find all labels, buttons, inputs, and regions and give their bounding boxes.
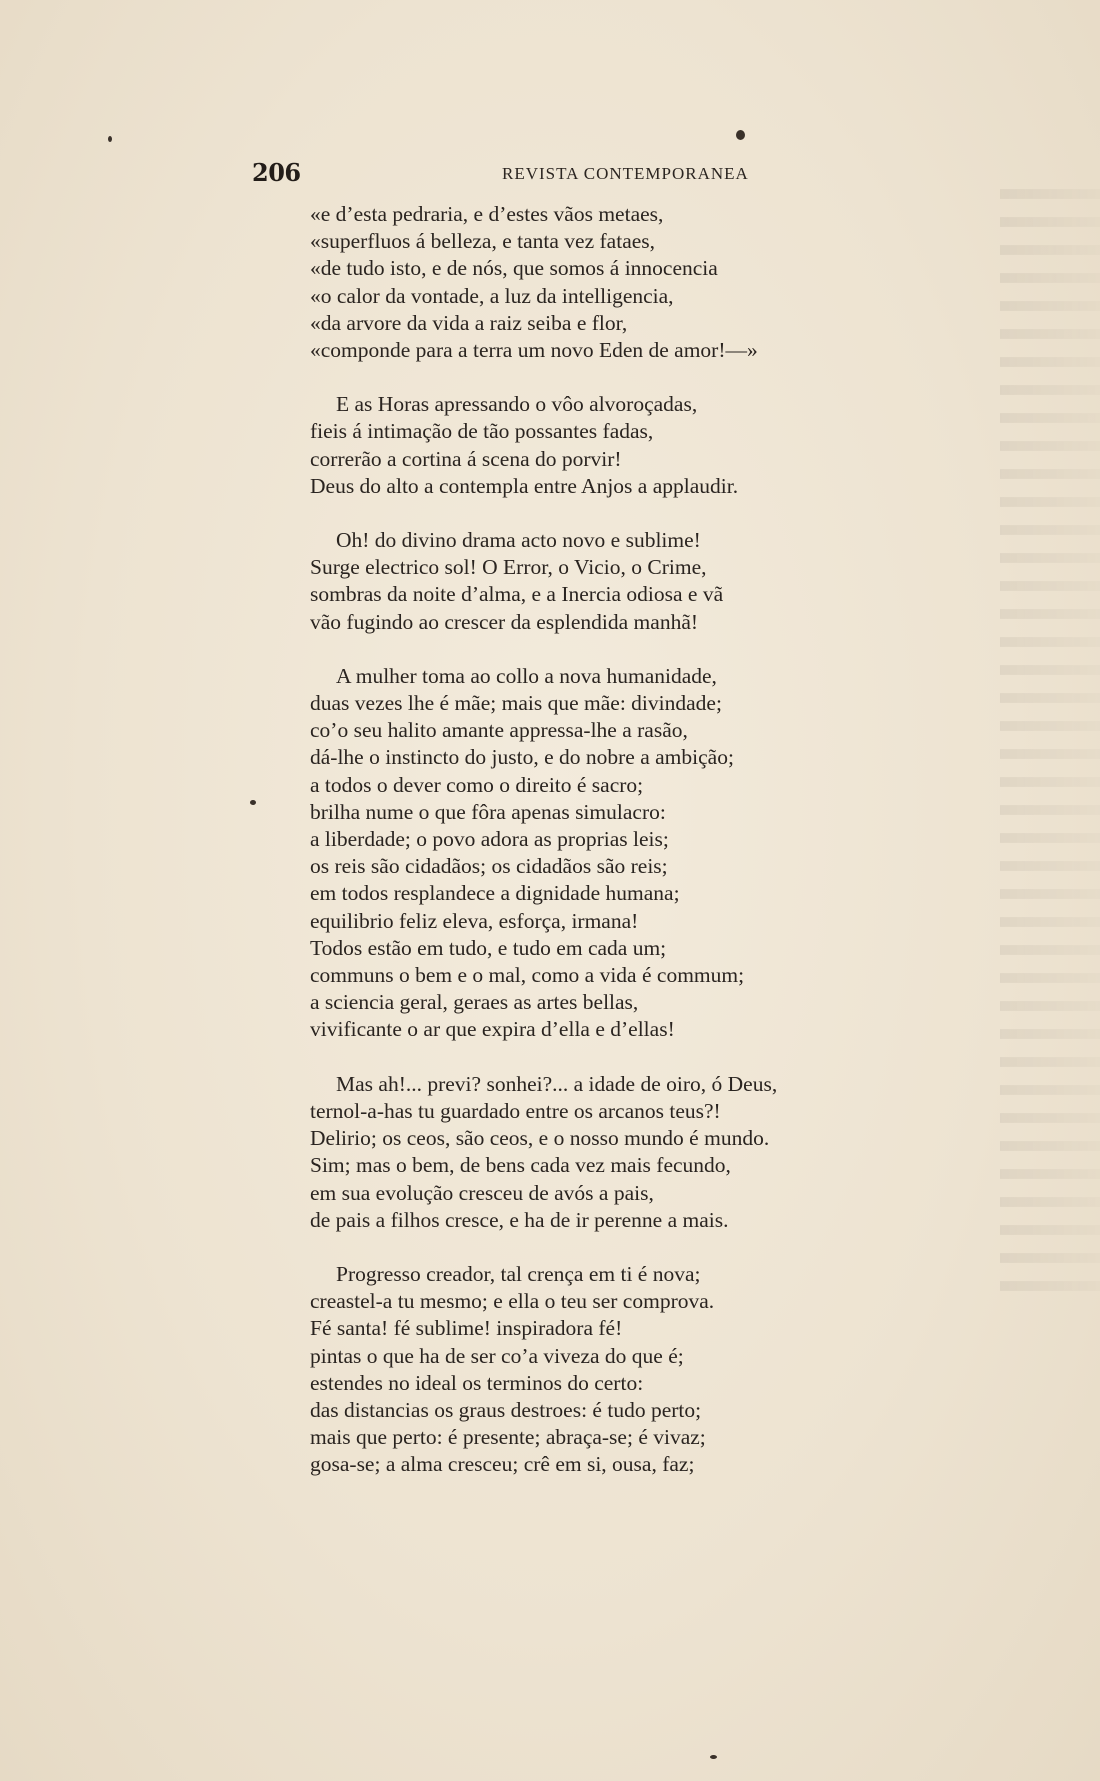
poem-line: em todos resplandece a dignidade humana; — [310, 881, 680, 906]
poem-line: a todos o dever como o direito é sacro; — [310, 772, 644, 797]
poem-line: Todos estão em tudo, e tudo em cada um; — [310, 935, 667, 960]
poem-line: dá-lhe o instincto do justo, e do nobre a ambição; — [310, 745, 734, 770]
stanza — [310, 663, 870, 1044]
poem-line: vivificante o ar que expira d’ella e d’ellas! — [310, 1017, 675, 1042]
poem-line: ternol-a-has tu guardado entre os arcanos teus?! — [310, 1098, 721, 1123]
page-header — [252, 158, 752, 188]
ink-spot — [736, 130, 745, 140]
poem-line: brilha nume o que fôra apenas simulacro: — [310, 799, 666, 824]
poem-line: Mas ah!... previ? sonhei?... a idade de oiro, ó Deus, — [336, 1071, 778, 1096]
poem-line: creastel-a tu mesmo; e ella o teu ser comprova. — [310, 1289, 715, 1314]
poem-line: Sim; mas o bem, de bens cada vez mais fecundo, — [310, 1153, 731, 1178]
poem-line: «o calor da vontade, a luz da intelligencia, — [310, 283, 674, 308]
poem-line: das distancias os graus destroes: é tudo perto; — [310, 1397, 702, 1422]
poem-line: «superfluos á belleza, e tanta vez fataes, — [310, 229, 656, 254]
page-number: 206 — [252, 158, 301, 187]
poem-line: «da arvore da vida a raiz seiba e flor, — [310, 310, 628, 335]
poem-text — [310, 201, 870, 1506]
poem-line: mais que perto: é presente; abraça-se; é vivaz; — [310, 1425, 706, 1450]
poem-line: estendes no ideal os terminos do certo: — [310, 1370, 644, 1395]
stanza — [310, 1261, 870, 1479]
poem-line: E as Horas apressando o vôo alvoroçadas, — [336, 392, 698, 417]
poem-line: correrão a cortina á scena do porvir! — [310, 446, 622, 471]
poem-line: duas vezes lhe é mãe; mais que mãe: divindade; — [310, 691, 722, 716]
poem-line: communs o bem e o mal, como a vida é commum; — [310, 963, 745, 988]
stanza — [310, 201, 870, 364]
poem-line: Fé santa! fé sublime! inspiradora fé! — [310, 1316, 623, 1341]
running-head: REVISTA CONTEMPORANEA — [502, 164, 749, 183]
ink-spot — [710, 1755, 717, 1759]
poem-line: «componde para a terra um novo Eden de amor!—» — [310, 338, 758, 363]
poem-line: co’o seu halito amante appressa-lhe a rasão, — [310, 718, 688, 743]
poem-line: fieis á intimação de tão possantes fadas, — [310, 419, 654, 444]
show-through-text — [990, 180, 1100, 1330]
poem-line: A mulher toma ao collo a nova humanidade, — [336, 663, 717, 688]
poem-line: em sua evolução cresceu de avós a pais, — [310, 1180, 654, 1205]
poem-line: vão fugindo ao crescer da esplendida manhã! — [310, 609, 699, 634]
poem-line: Delirio; os ceos, são ceos, e o nosso mundo é mundo. — [310, 1126, 770, 1151]
poem-line: sombras da noite d’alma, e a Inercia odiosa e vã — [310, 582, 724, 607]
ink-spot — [250, 800, 256, 805]
ink-spot — [108, 136, 112, 142]
poem-line: os reis são cidadãos; os cidadãos são reis; — [310, 854, 668, 879]
poem-line: «de tudo isto, e de nós, que somos á innocencia — [310, 256, 718, 281]
poem-line: de pais a filhos cresce, e ha de ir perenne a mais. — [310, 1207, 729, 1232]
stanza — [310, 391, 870, 500]
poem-line: Surge electrico sol! O Error, o Vicio, o Crime, — [310, 555, 707, 580]
poem-line: Oh! do divino drama acto novo e sublime! — [336, 528, 701, 553]
poem-line: gosa-se; a alma cresceu; crê em si, ousa, faz; — [310, 1452, 695, 1477]
poem-line: a sciencia geral, geraes as artes bellas, — [310, 990, 639, 1015]
stanza — [310, 527, 870, 636]
poem-line: pintas o que ha de ser co’a viveza do que é; — [310, 1343, 684, 1368]
poem-line: equilibrio feliz eleva, esforça, irmana! — [310, 908, 639, 933]
stanza — [310, 1071, 870, 1234]
poem-line: Deus do alto a contempla entre Anjos a applaudir. — [310, 473, 739, 498]
poem-line: Progresso creador, tal crença em ti é nova; — [336, 1261, 701, 1286]
poem-line: a liberdade; o povo adora as proprias leis; — [310, 827, 669, 852]
poem-line: «e d’esta pedraria, e d’estes vãos metaes, — [310, 202, 664, 226]
